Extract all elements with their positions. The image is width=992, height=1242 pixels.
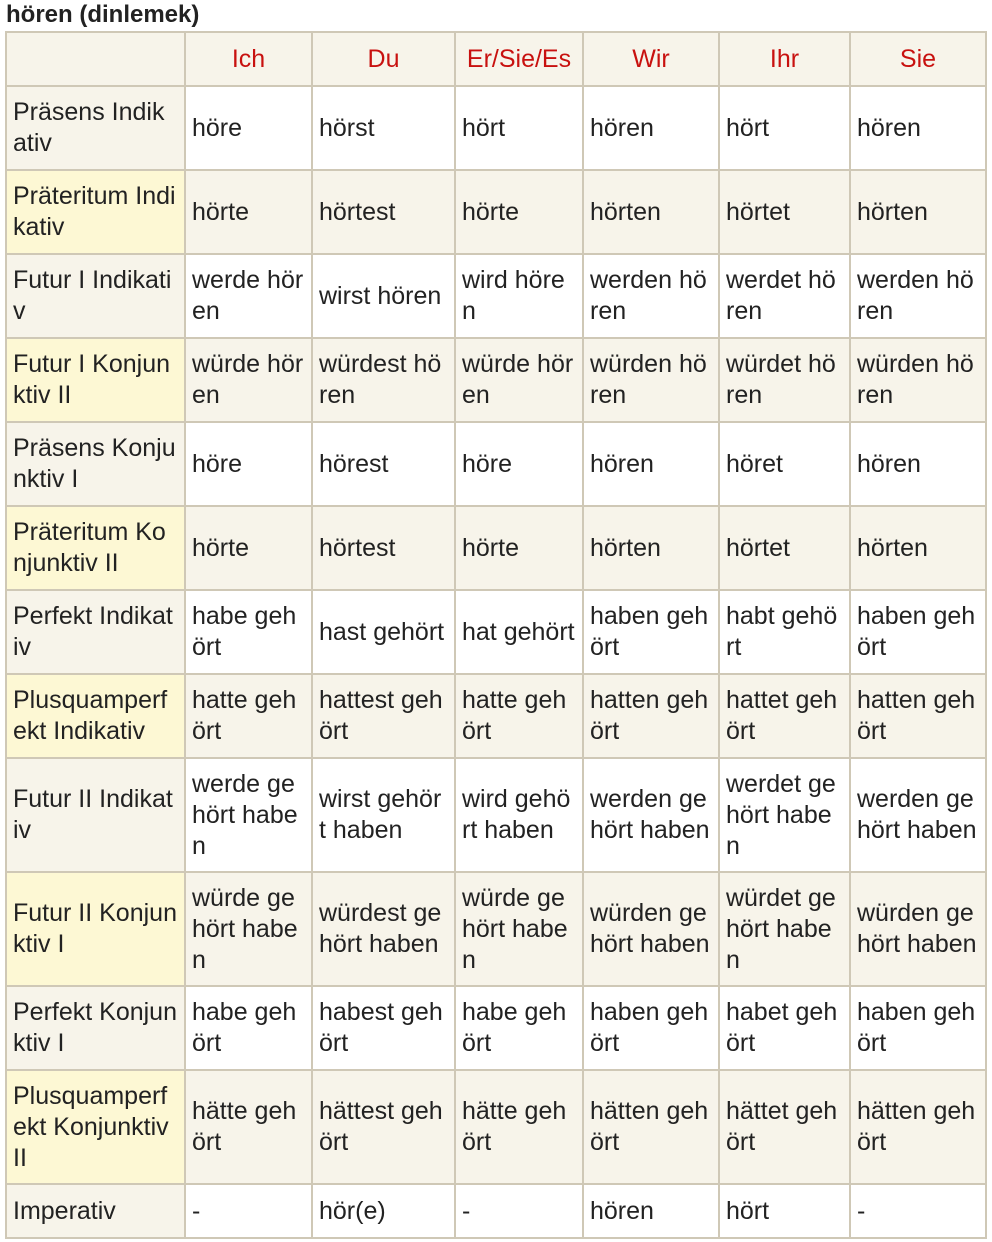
conjugation-cell: hätte gehört: [185, 1070, 312, 1184]
conjugation-cell: hörte: [455, 170, 583, 254]
conjugation-cell: hörten: [850, 170, 986, 254]
column-header-ich: Ich: [185, 32, 312, 86]
conjugation-cell: hören: [583, 1184, 719, 1238]
conjugation-cell: hör(e): [312, 1184, 455, 1238]
table-row: [6, 254, 986, 338]
table-row: [6, 170, 986, 254]
conjugation-cell: hört: [455, 86, 583, 170]
conjugation-cell: hättest gehört: [312, 1070, 455, 1184]
conjugation-cell: werde hören: [185, 254, 312, 338]
table-row: [6, 506, 986, 590]
table-row: [6, 422, 986, 506]
conjugation-cell: würdest gehört haben: [312, 872, 455, 986]
conjugation-cell: höre: [185, 86, 312, 170]
row-header-tense: Präteritum Indikativ: [6, 170, 185, 254]
row-header-tense: Präsens Indikativ: [6, 86, 185, 170]
conjugation-cell: hättet gehört: [719, 1070, 850, 1184]
conjugation-cell: hörest: [312, 422, 455, 506]
table-row: [6, 590, 986, 674]
row-header-tense: Plusquamperfekt Konjunktiv II: [6, 1070, 185, 1184]
conjugation-cell: würden hören: [850, 338, 986, 422]
conjugation-cell: wirst gehört haben: [312, 758, 455, 872]
conjugation-cell: haben gehört: [583, 986, 719, 1070]
conjugation-cell: hätten gehört: [583, 1070, 719, 1184]
conjugation-cell: werden hören: [583, 254, 719, 338]
row-header-tense: Futur II Indikativ: [6, 758, 185, 872]
conjugation-cell: würde hören: [185, 338, 312, 422]
row-header-tense: Futur I Indikativ: [6, 254, 185, 338]
conjugation-cell: hören: [850, 86, 986, 170]
page-title: hören (dinlemek): [6, 1, 200, 28]
conjugation-cell: habe gehört: [185, 590, 312, 674]
table-header-row: [6, 32, 986, 86]
column-header-sie: Sie: [850, 32, 986, 86]
conjugation-cell: hat gehört: [455, 590, 583, 674]
conjugation-cell: -: [185, 1184, 312, 1238]
conjugation-cell: hören: [850, 422, 986, 506]
table-row: [6, 758, 986, 872]
conjugation-cell: würden hören: [583, 338, 719, 422]
conjugation-cell: hören: [583, 86, 719, 170]
conjugation-cell: hörtet: [719, 170, 850, 254]
conjugation-cell: werden gehört haben: [850, 758, 986, 872]
row-header-tense: Futur II Konjunktiv I: [6, 872, 185, 986]
conjugation-cell: werden gehört haben: [583, 758, 719, 872]
conjugation-cell: habet gehört: [719, 986, 850, 1070]
conjugation-cell: hörtest: [312, 506, 455, 590]
conjugation-cell: haben gehört: [583, 590, 719, 674]
row-header-tense: Plusquamperfekt Indikativ: [6, 674, 185, 758]
conjugation-cell: hatte gehört: [185, 674, 312, 758]
conjugation-cell: werde gehört haben: [185, 758, 312, 872]
conjugation-cell: werdet hören: [719, 254, 850, 338]
conjugation-cell: hörten: [583, 170, 719, 254]
conjugation-cell: hörten: [583, 506, 719, 590]
conjugation-cell: -: [455, 1184, 583, 1238]
row-header-tense: Präsens Konjunktiv I: [6, 422, 185, 506]
row-header-tense: Futur I Konjunktiv II: [6, 338, 185, 422]
conjugation-cell: hört: [719, 1184, 850, 1238]
conjugation-cell: hörte: [455, 506, 583, 590]
conjugation-cell: hattest gehört: [312, 674, 455, 758]
table-row: [6, 1070, 986, 1184]
row-header-tense: Imperativ: [6, 1184, 185, 1238]
table-corner-cell: [6, 32, 185, 86]
column-header-ihr: Ihr: [719, 32, 850, 86]
conjugation-cell: würden gehört haben: [850, 872, 986, 986]
conjugation-cell: wird hören: [455, 254, 583, 338]
conjugation-cell: würde gehört haben: [185, 872, 312, 986]
conjugation-cell: hörte: [185, 506, 312, 590]
conjugation-cell: hast gehört: [312, 590, 455, 674]
conjugation-cell: hörte: [185, 170, 312, 254]
conjugation-cell: würden gehört haben: [583, 872, 719, 986]
conjugation-cell: habe gehört: [455, 986, 583, 1070]
conjugation-cell: höre: [455, 422, 583, 506]
conjugation-cell: hörtet: [719, 506, 850, 590]
table-row: [6, 1184, 986, 1238]
conjugation-cell: hätten gehört: [850, 1070, 986, 1184]
conjugation-cell: wirst hören: [312, 254, 455, 338]
conjugation-cell: würdet gehört haben: [719, 872, 850, 986]
conjugation-cell: würde gehört haben: [455, 872, 583, 986]
column-header-du: Du: [312, 32, 455, 86]
conjugation-cell: werden hören: [850, 254, 986, 338]
conjugation-cell: haben gehört: [850, 590, 986, 674]
row-header-tense: Präteritum Konjunktiv II: [6, 506, 185, 590]
table-row: [6, 674, 986, 758]
table-row: [6, 86, 986, 170]
conjugation-cell: hören: [583, 422, 719, 506]
conjugation-cell: haben gehört: [850, 986, 986, 1070]
conjugation-table: [5, 31, 987, 1239]
table-row: [6, 986, 986, 1070]
conjugation-cell: werdet gehört haben: [719, 758, 850, 872]
table-row: [6, 338, 986, 422]
column-header-er-sie-es: Er/Sie/Es: [455, 32, 583, 86]
conjugation-cell: habt gehört: [719, 590, 850, 674]
table-row: [6, 872, 986, 986]
column-header-wir: Wir: [583, 32, 719, 86]
conjugation-cell: hörst: [312, 86, 455, 170]
conjugation-cell: höre: [185, 422, 312, 506]
conjugation-cell: hört: [719, 86, 850, 170]
conjugation-cell: hatte gehört: [455, 674, 583, 758]
row-header-tense: Perfekt Konjunktiv I: [6, 986, 185, 1070]
conjugation-cell: hattet gehört: [719, 674, 850, 758]
conjugation-cell: wird gehört haben: [455, 758, 583, 872]
conjugation-cell: würdest hören: [312, 338, 455, 422]
conjugation-cell: habest gehört: [312, 986, 455, 1070]
conjugation-cell: habe gehört: [185, 986, 312, 1070]
conjugation-cell: -: [850, 1184, 986, 1238]
conjugation-cell: höret: [719, 422, 850, 506]
conjugation-cell: hätte gehört: [455, 1070, 583, 1184]
conjugation-cell: hatten gehört: [850, 674, 986, 758]
conjugation-cell: hatten gehört: [583, 674, 719, 758]
conjugation-cell: würde hören: [455, 338, 583, 422]
conjugation-cell: hörtest: [312, 170, 455, 254]
row-header-tense: Perfekt Indikativ: [6, 590, 185, 674]
conjugation-cell: würdet hören: [719, 338, 850, 422]
conjugation-cell: hörten: [850, 506, 986, 590]
